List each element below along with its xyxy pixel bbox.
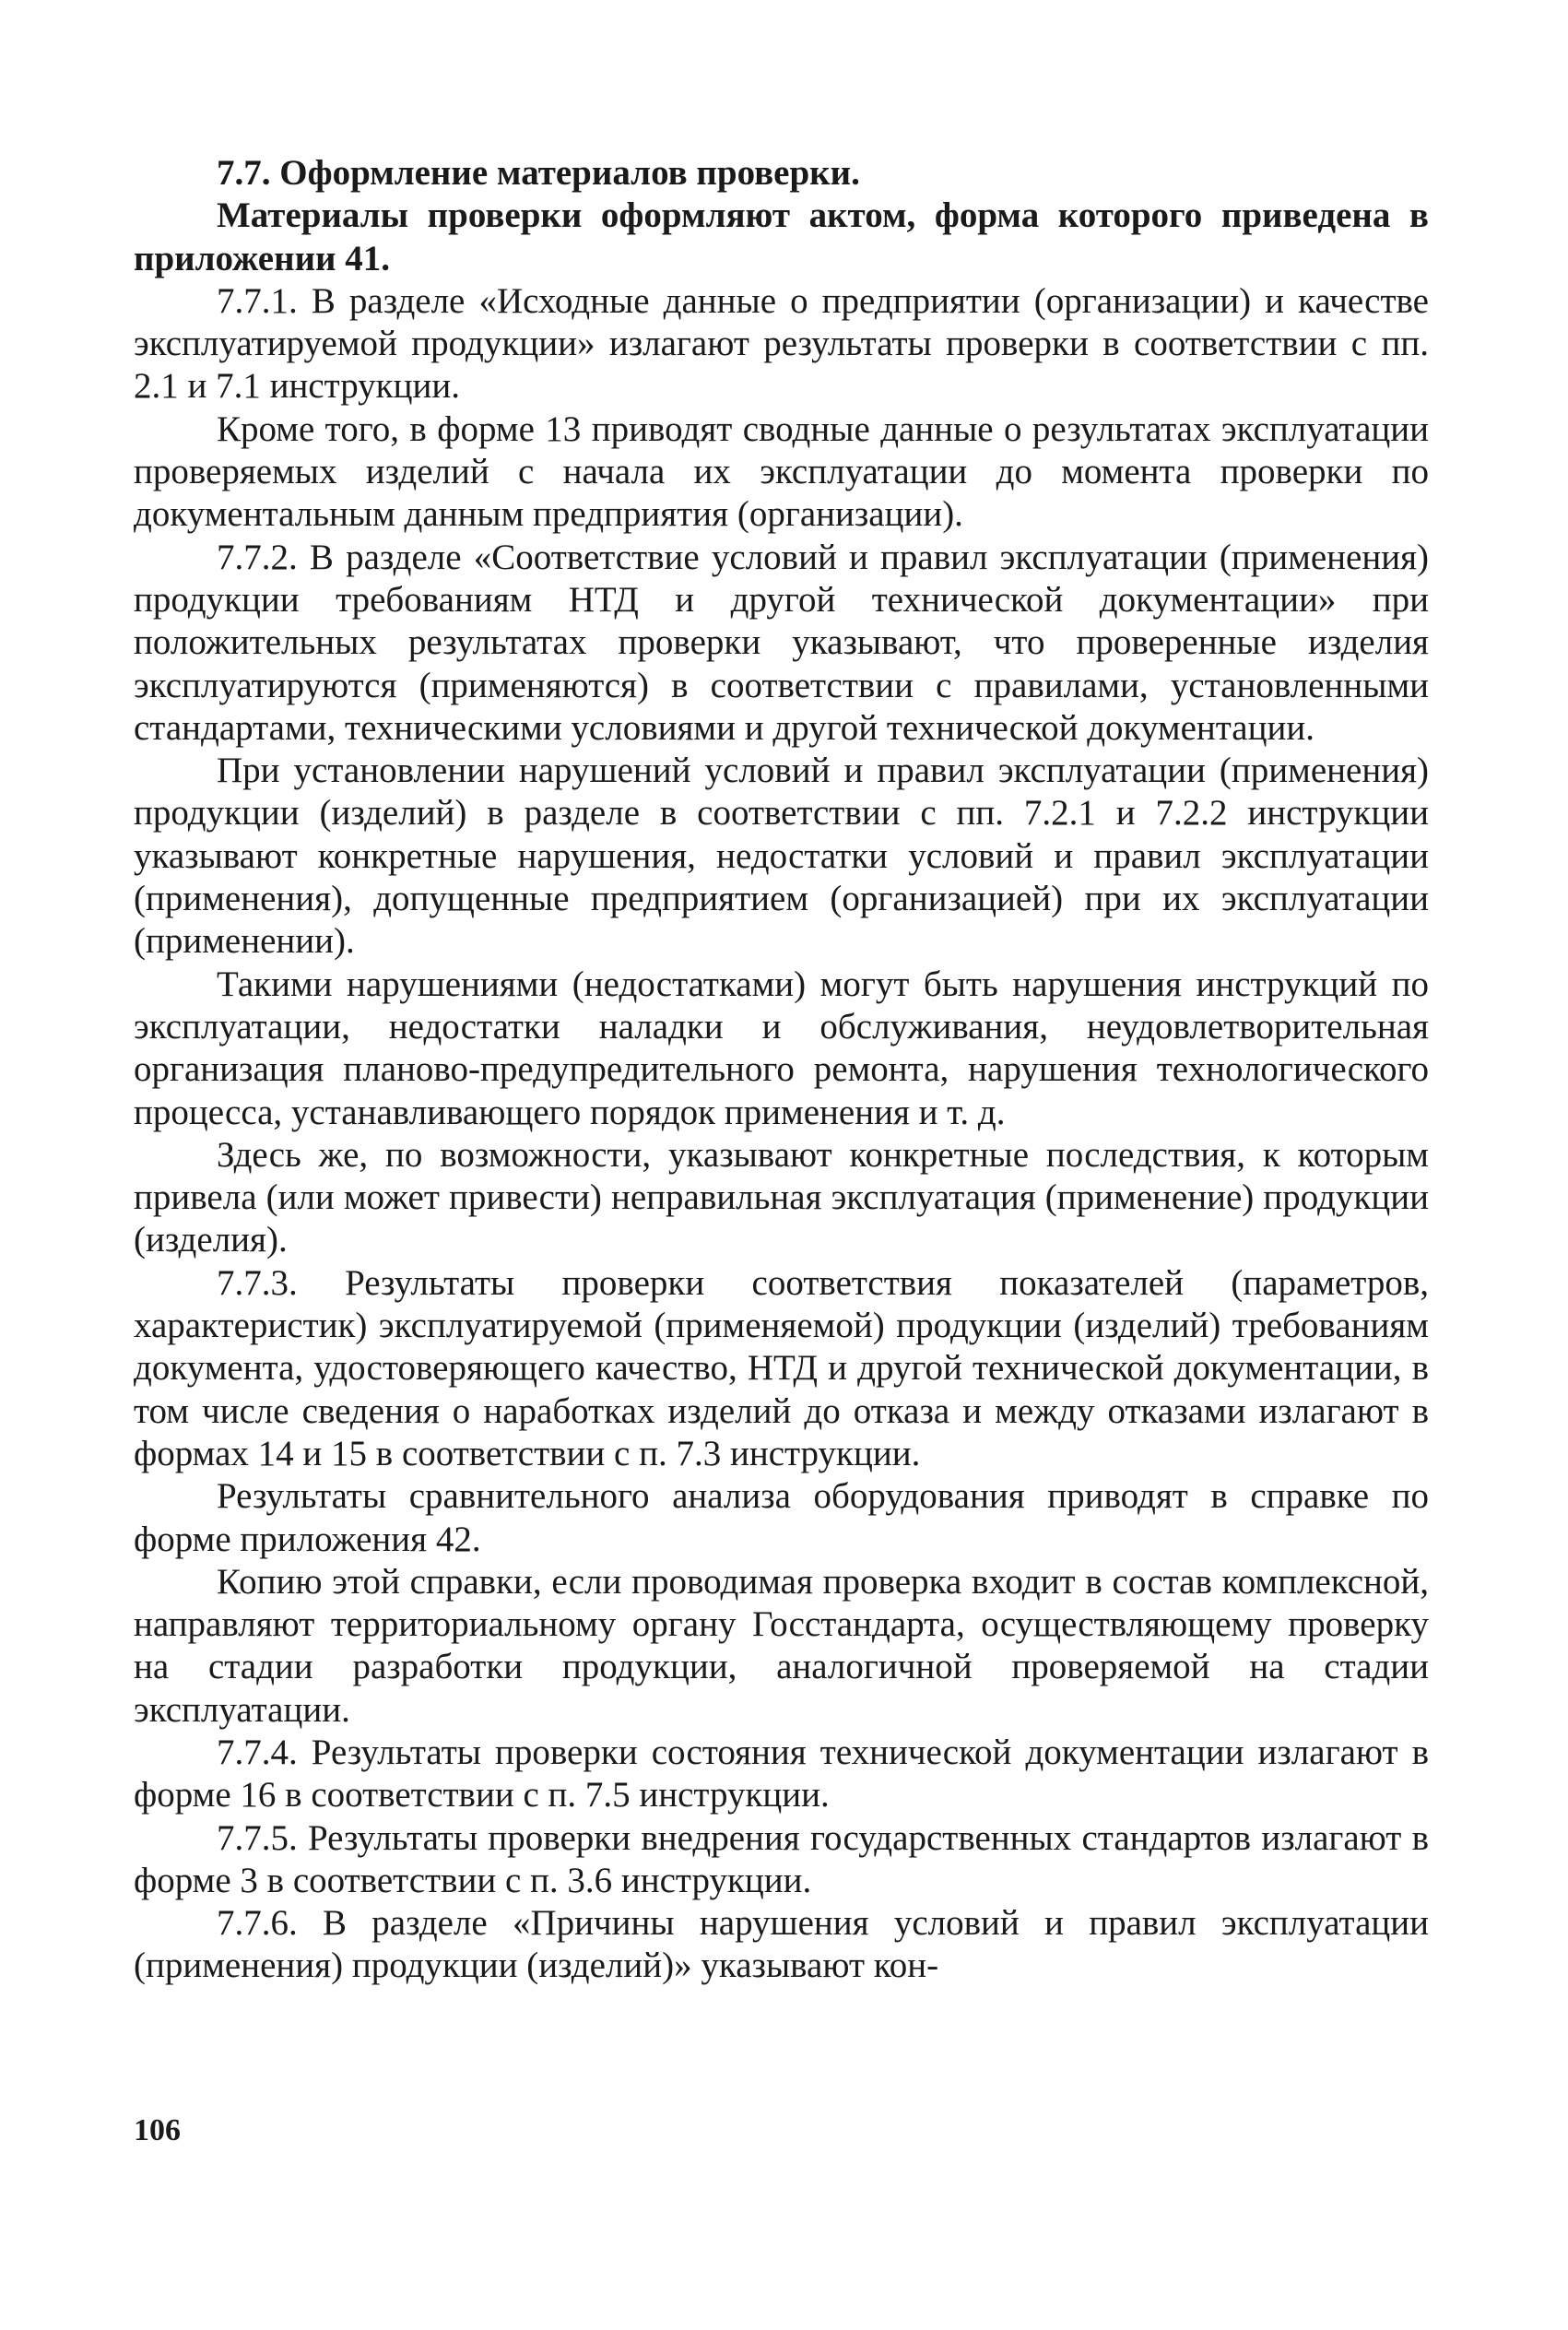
page-number: 106 xyxy=(134,2113,181,2147)
paragraph: Кроме того, в форме 13 приводят сводные данные о результатах эксплуатации проверяемых изделий с начала их эксплуатации до момента проверки по документальным данным предприятия (организации). xyxy=(134,408,1429,535)
paragraph: Результаты сравнительного анализа оборудования приводят в справке по форме приложения 42. xyxy=(134,1476,1429,1559)
paragraph: 7.7.6. В разделе «Причины нарушения условий и правил эксплуатации (применения) продукции (изделий)» указывают кон- xyxy=(134,1903,1429,1986)
paragraph: Здесь же, по возможности, указывают конкретные последствия, к которым привела (или может привести) неправильная эксплуатация (применение) продукции (изделия). xyxy=(134,1134,1429,1260)
paragraph: Копию этой справки, если проводимая проверка входит в состав комплексной, направляют территориальному органу Госстандарта, осуществляющему проверку на стадии разработки продукции, аналогичной проверяемой на стадии эксплуатации. xyxy=(134,1561,1429,1730)
paragraph: 7.7.1. В разделе «Исходные данные о предприятии (организации) и качестве эксплуатируемой продукции» излагают результаты проверки в соответствии с пп. 2.1 и 7.1 инструкции. xyxy=(134,280,1429,407)
body-text xyxy=(134,152,1429,1988)
paragraph: 7.7.2. В разделе «Соответствие условий и правил эксплуатации (применения) продукции требованиям НТД и другой технической документации» при положительных результатах проверки указывают, что проверенные изделия эксплуатируются (применяются) в соответствии с правилами, установленными стандартами, техническими условиями и другой технической документации. xyxy=(134,537,1429,748)
paragraph: Такими нарушениями (недостатками) могут быть нарушения инструкций по эксплуатации, недостатки наладки и обслуживания, неудовлетворительная организация планово-предупредительного ремонта, нарушения технологического процесса, устанавливающего порядок применения и т. д. xyxy=(134,964,1429,1132)
paragraph: 7.7.4. Результаты проверки состояния технической документации излагают в форме 16 в соответствии с п. 7.5 инструкции. xyxy=(134,1732,1429,1816)
section-heading: 7.7. Оформление материалов проверки. xyxy=(217,153,860,193)
paragraph: 7.7.3. Результаты проверки соответствия показателей (параметров, характеристик) эксплуатируемой (применяемой) продукции (изделий) требованиям документа, удостоверяющего качество, НТД и другой технической документации, в том числе сведения о наработках изделий до отказа и между отказами излагают в формах 14 и 15 в соответствии с п. 7.3 инструкции. xyxy=(134,1262,1429,1473)
paragraph: При установлении нарушений условий и правил эксплуатации (применения) продукции (изделий) в разделе в соответствии с пп. 7.2.1 и 7.2.2 инструкции указывают конкретные нарушения, недостатки условий и правил эксплуатации (применения), допущенные предприятием (организацией) при их эксплуатации (применении). xyxy=(134,751,1429,962)
paragraph: Материалы проверки оформляют актом, форма которого приведена в приложении 41. xyxy=(134,195,1429,278)
paragraph: 7.7.5. Результаты проверки внедрения государственных стандартов излагают в форме 3 в соответствии с п. 3.6 инструкции. xyxy=(134,1817,1429,1900)
